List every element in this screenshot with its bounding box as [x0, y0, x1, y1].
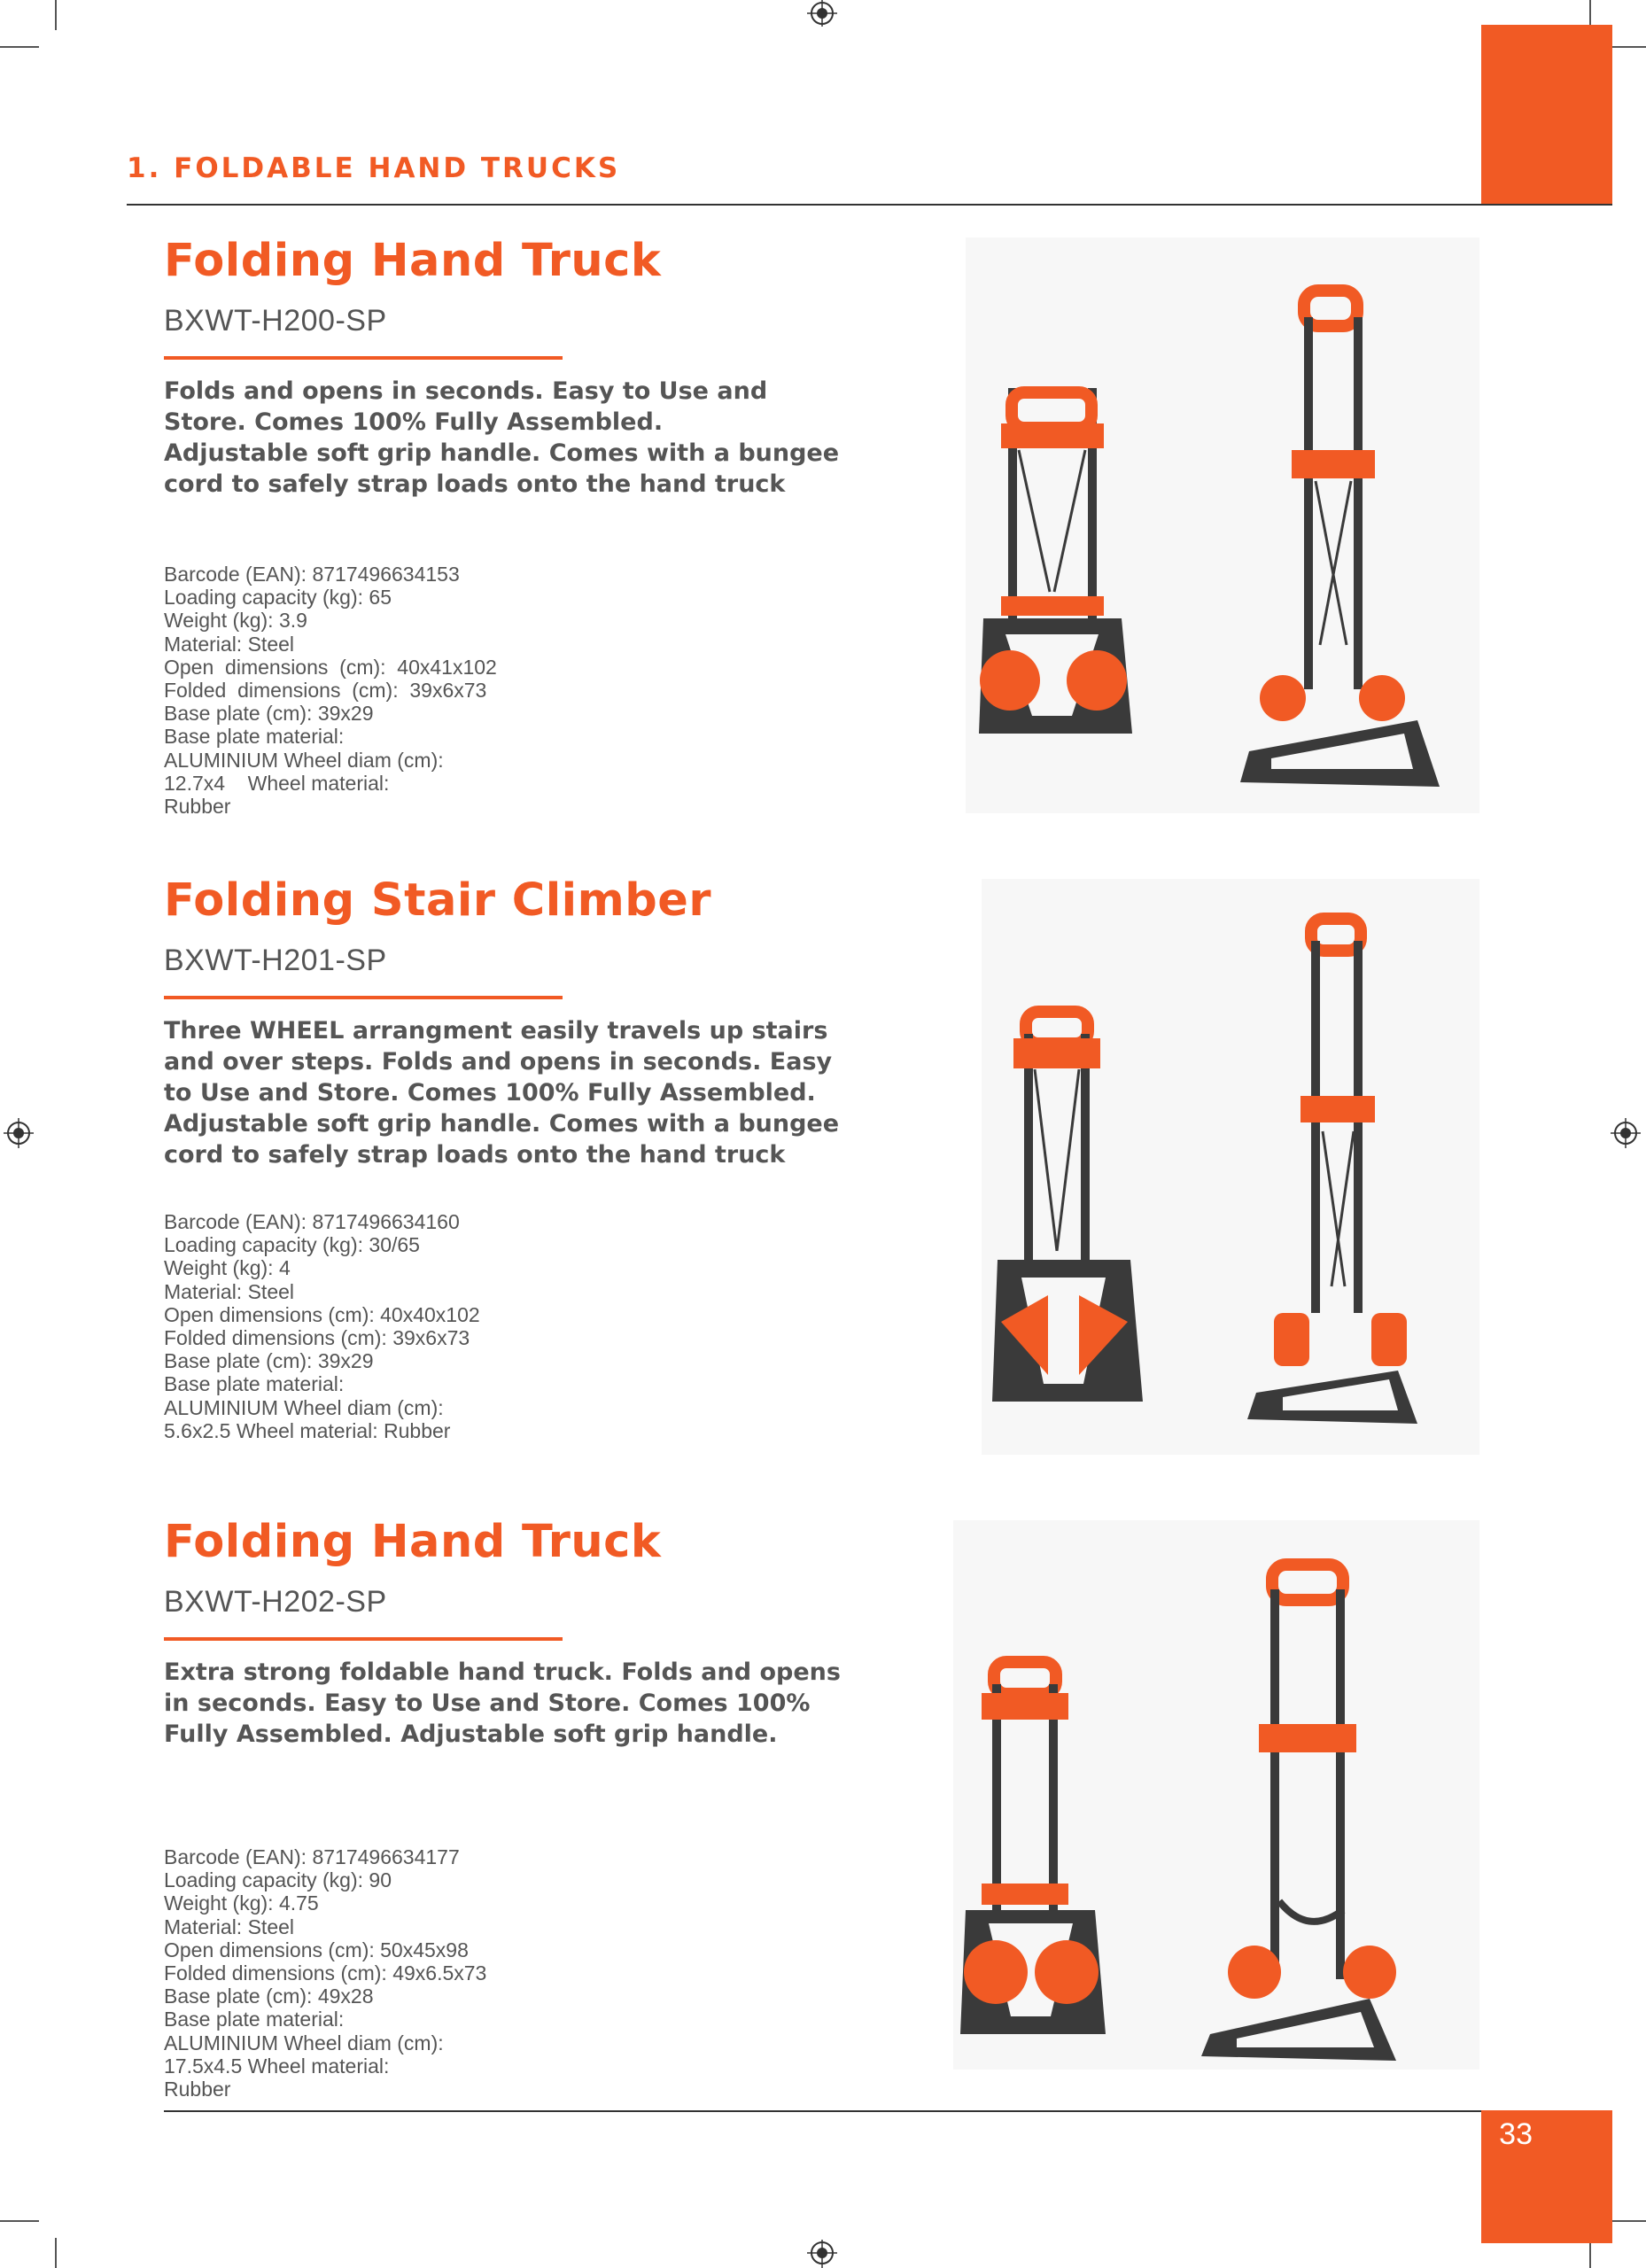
spec-line: Material: Steel [164, 632, 295, 656]
crop-mark [55, 0, 57, 30]
spec-line: Folded dimensions (cm): 39x6x73 [164, 679, 487, 703]
spec-line: Open dimensions (cm): 40x41x102 [164, 655, 497, 679]
product-code: BXWT-H200-SP [164, 304, 387, 338]
spec-line: Weight (kg): 3.9 [164, 609, 307, 633]
spec-line: Material: Steel [164, 1279, 295, 1303]
spec-line: Barcode (EAN): 8717496634177 [164, 1845, 460, 1868]
spec-line: Folded dimensions (cm): 49x6.5x73 [164, 1961, 487, 1985]
registration-mark-icon [807, 0, 837, 30]
spec-line: Rubber [164, 2078, 231, 2101]
spec-line: Weight (kg): 4.75 [164, 1891, 319, 1915]
product-image [953, 1520, 1479, 2070]
spec-line: Weight (kg): 4 [164, 1256, 291, 1280]
spec-line: Base plate material: [164, 725, 345, 749]
open-heavy-hand-truck-illustration [1201, 1565, 1396, 2061]
product-image [982, 879, 1479, 1455]
product-card [164, 874, 890, 1170]
spec-line: Open dimensions (cm): 50x45x98 [164, 1938, 469, 1961]
spec-line: ALUMINIUM Wheel diam (cm): [164, 748, 444, 772]
product-specs [164, 1210, 480, 1442]
open-hand-truck-illustration [1240, 291, 1440, 787]
footer-rule [164, 2110, 1481, 2112]
title-underline [164, 996, 563, 999]
product-description: Three WHEEL arrangment easily travels up stairs and over steps. Folds and opens in seconds. Easy to Use and Store. Comes 100% Fully Assembled. Adjustable soft grip handle. Comes with a bungee cord to safely strap loads onto the hand truck [164, 1017, 840, 1169]
spec-line: Base plate (cm): 39x29 [164, 702, 374, 726]
crop-mark [55, 2238, 57, 2268]
spec-line: Folded dimensions (cm): 39x6x73 [164, 1326, 470, 1350]
crop-mark [0, 46, 39, 48]
product-image [966, 237, 1479, 813]
product-title: Folding Hand Truck [164, 1516, 662, 1568]
open-stair-climber-illustration [1247, 919, 1417, 1424]
product-card [164, 1515, 890, 1750]
header-rule [127, 204, 1612, 206]
spec-line: Loading capacity (kg): 65 [164, 586, 392, 610]
crop-mark [0, 2220, 39, 2222]
spec-line: Barcode (EAN): 8717496634153 [164, 563, 460, 586]
product-description: Folds and opens in seconds. Easy to Use and Store. Comes 100% Fully Assembled. Adjustable soft grip handle. Comes with a bungee cord to safely strap loads onto the hand truck [164, 377, 840, 498]
product-title: Folding Stair Climber [164, 874, 712, 927]
product-code: BXWT-H201-SP [164, 944, 387, 977]
spec-line: Rubber [164, 795, 231, 819]
spec-line: 17.5x4.5 Wheel material: [164, 2054, 390, 2078]
spec-line: Base plate material: [164, 1372, 345, 1396]
spec-line: Loading capacity (kg): 30/65 [164, 1233, 420, 1257]
product-specs [164, 563, 497, 818]
title-underline [164, 1637, 563, 1641]
product-title: Folding Hand Truck [164, 235, 662, 287]
product-code: BXWT-H202-SP [164, 1585, 387, 1619]
title-underline [164, 356, 563, 360]
spec-line: ALUMINIUM Wheel diam (cm): [164, 1395, 444, 1419]
header-accent-tab [1481, 25, 1612, 206]
spec-line: Loading capacity (kg): 90 [164, 1868, 392, 1892]
product-description: Extra strong foldable hand truck. Folds and opens in seconds. Easy to Use and Store. Comes 100% Fully Assembled. Adjustable soft grip handle. [164, 1658, 841, 1748]
product-specs [164, 1845, 486, 2101]
section-title: 1. FOLDABLE HAND TRUCKS [127, 152, 621, 184]
spec-line: ALUMINIUM Wheel diam (cm): [164, 2031, 444, 2054]
spec-line: Barcode (EAN): 8717496634160 [164, 1210, 460, 1233]
page-number: 33 [1499, 2117, 1533, 2151]
crop-mark [1607, 2220, 1646, 2222]
registration-mark-icon [4, 1118, 34, 1148]
spec-line: Base plate material: [164, 2008, 345, 2031]
spec-line: Open dimensions (cm): 40x40x102 [164, 1302, 480, 1326]
registration-mark-icon [1611, 1118, 1641, 1148]
spec-line: Base plate (cm): 49x28 [164, 1984, 374, 2008]
spec-line: 12.7x4 Wheel material: [164, 771, 390, 795]
product-card [164, 234, 890, 500]
spec-line: Material: Steel [164, 1915, 295, 1938]
spec-line: Base plate (cm): 39x29 [164, 1349, 374, 1373]
folded-heavy-hand-truck-illustration [960, 1662, 1106, 2034]
crop-mark [1607, 46, 1646, 48]
spec-line: 5.6x2.5 Wheel material: Rubber [164, 1418, 451, 1442]
registration-mark-icon [807, 2238, 837, 2268]
folded-hand-truck-illustration [979, 388, 1132, 734]
folded-stair-climber-illustration [992, 1012, 1143, 1402]
